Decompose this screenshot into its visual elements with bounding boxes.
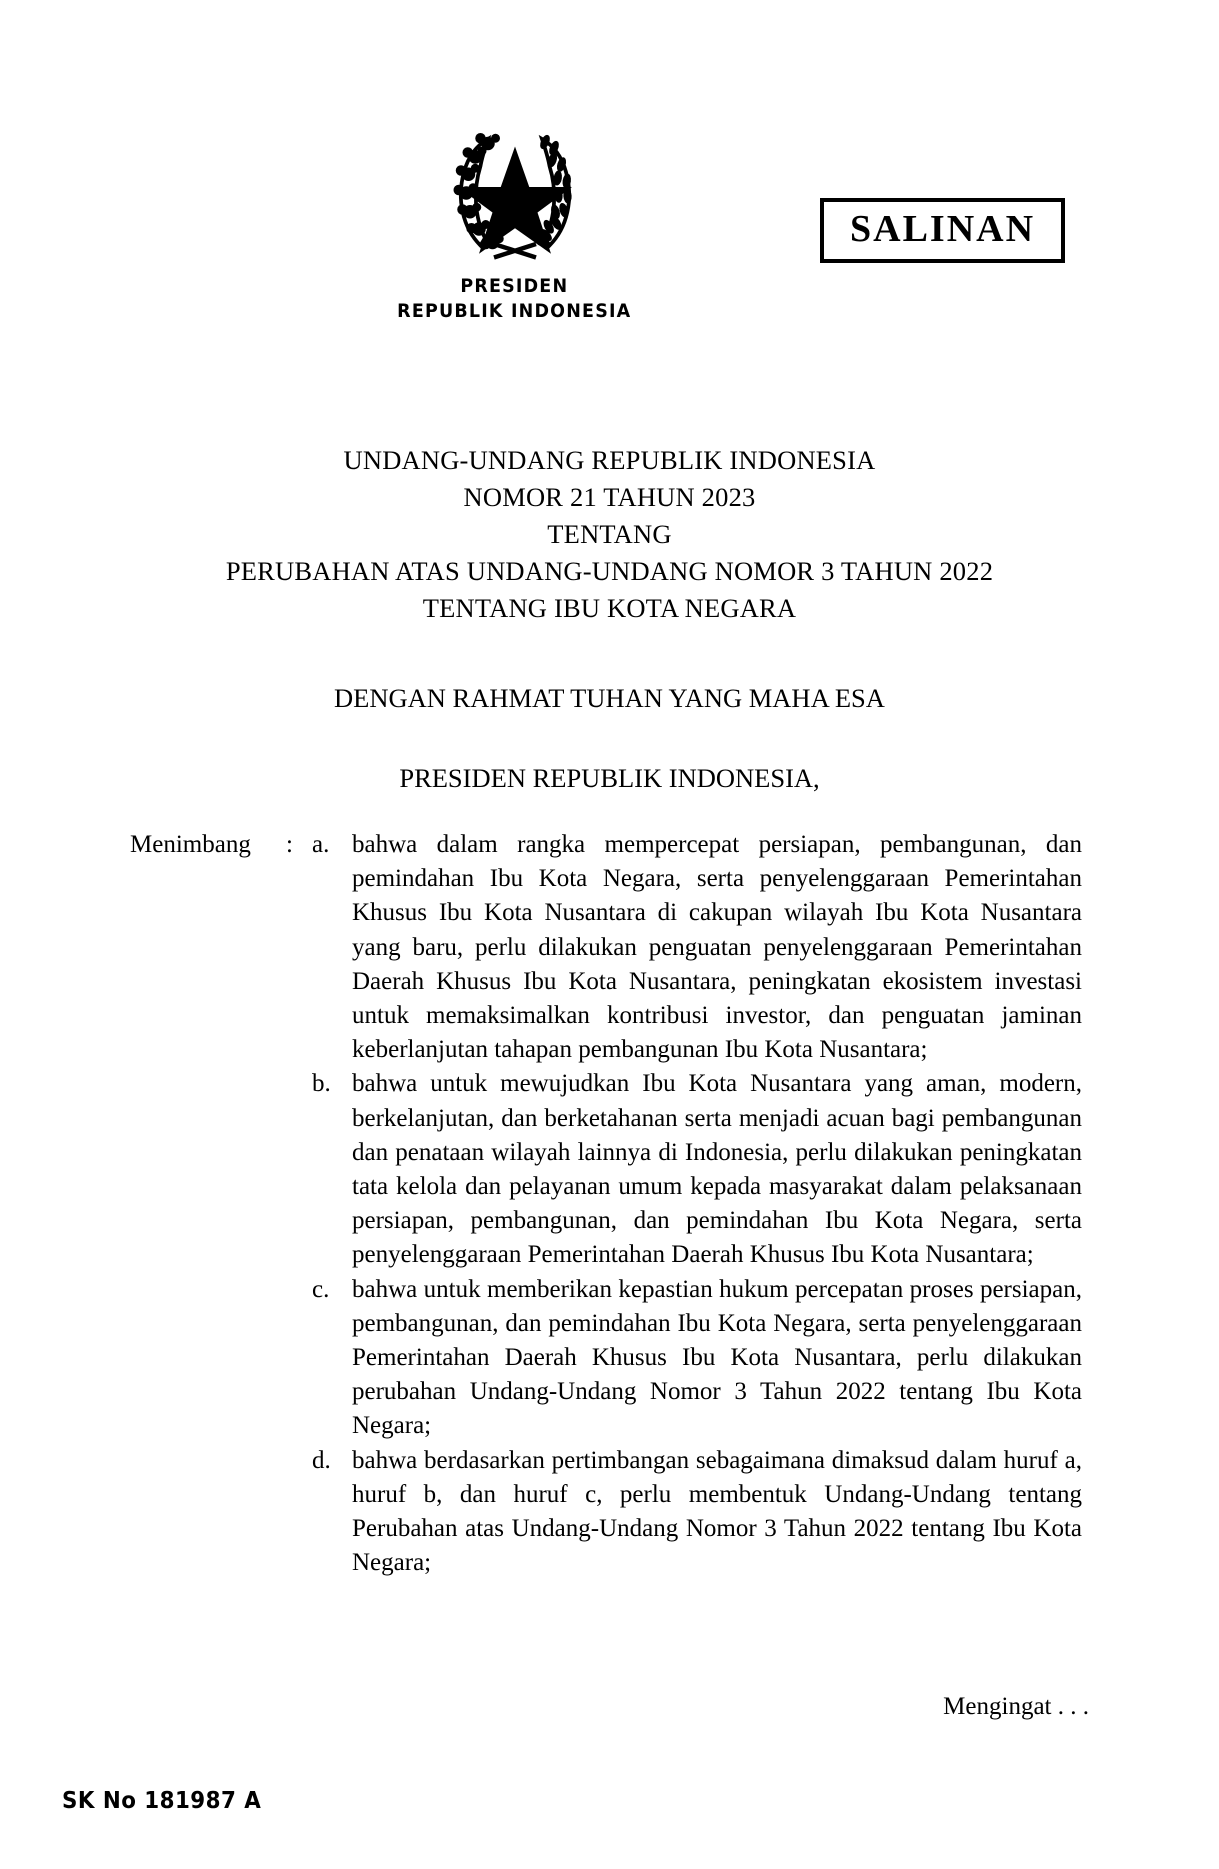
- emblem-caption-line-1: PRESIDEN: [460, 275, 569, 297]
- considering-marker-d: d.: [312, 1446, 331, 1474]
- considering-text-b: bahwa untuk mewujudkan Ibu Kota Nusantara yang aman, modern, berkelanjutan, dan berketahanan serta menjadi acuan bagi pembangunan dan penataan wilayah lainnya di Indonesia, perlu dilakukan peningkatan tata kelola dan pelayanan umum kepada masyarakat dalam pelaksanaan persiapan, pembangunan, dan pemindahan Ibu Kota Negara, serta penyelenggaraan Pemerintahan Daerah Khusus Ibu Kota Nusantara;: [352, 1070, 1082, 1269]
- invocation-line: DENGAN RAHMAT TUHAN YANG MAHA ESA: [334, 683, 885, 713]
- salinan-stamp: SALINAN: [820, 198, 1065, 263]
- national-emblem-star-wreath-icon: [440, 118, 590, 268]
- emblem-caption-line-2: REPUBLIK INDONESIA: [397, 300, 632, 322]
- considering-marker-a: a.: [312, 831, 330, 858]
- considering-section: [130, 828, 1082, 1580]
- page-continuation-catchword: Mengingat . . .: [943, 1693, 1089, 1720]
- considering-item-c: [130, 1273, 1082, 1444]
- title-line-undang-undang: UNDANG-UNDANG REPUBLIK INDONESIA: [343, 445, 876, 475]
- considering-label: Menimbang: [130, 831, 251, 858]
- considering-text-d: bahwa berdasarkan pertimbangan sebagaimana dimaksud dalam huruf a, huruf b, dan huruf c, perlu membentuk Undang-Undang tentang Perubahan atas Undang-Undang Nomor 3 Tahun 2022 tentang Ibu Kota Negara;: [352, 1446, 1082, 1577]
- title-line-subject-2: TENTANG IBU KOTA NEGARA: [422, 593, 797, 623]
- considering-item-b: [130, 1067, 1082, 1272]
- considering-text-a: bahwa dalam rangka mempercepat persiapan, pembangunan, dan pemindahan Ibu Kota Negara, serta penyelenggaraan Pemerintahan Khusus Ibu Kota Nusantara di cakupan wilayah Ibu Kota Nusantara yang baru, perlu dilakukan penguatan penyelenggaraan Pemerintahan Daerah Khusus Ibu Kota Nusantara, peningkatan ekosistem investasi untuk memaksimalkan kontribusi investor, dan penguatan jaminan keberlanjutan tahapan pembangunan Ibu Kota Nusantara;: [352, 831, 1082, 1064]
- law-title-block: [0, 442, 1219, 627]
- title-line-tentang: TENTANG: [547, 519, 672, 549]
- emblem-caption: [0, 274, 1219, 324]
- title-line-nomor-tahun: NOMOR 21 TAHUN 2023: [463, 482, 756, 512]
- considering-item-a: [130, 828, 1082, 1067]
- considering-item-d: [130, 1444, 1082, 1581]
- considering-marker-b: b.: [312, 1070, 331, 1098]
- document-control-number: SK No 181987 A: [62, 1788, 262, 1814]
- signatory-heading: PRESIDEN REPUBLIK INDONESIA,: [399, 763, 820, 793]
- considering-colon: :: [286, 831, 293, 858]
- title-line-subject-1: PERUBAHAN ATAS UNDANG-UNDANG NOMOR 3 TAHUN 2022: [225, 556, 994, 586]
- considering-text-c: bahwa untuk memberikan kepastian hukum percepatan proses persiapan, pembangunan, dan pemindahan Ibu Kota Negara, serta penyelenggaraan Pemerintahan Daerah Khusus Ibu Kota Nusantara, perlu dilakukan perubahan Undang-Undang Nomor 3 Tahun 2022 tentang Ibu Kota Negara;: [352, 1275, 1082, 1440]
- considering-marker-c: c.: [312, 1275, 330, 1303]
